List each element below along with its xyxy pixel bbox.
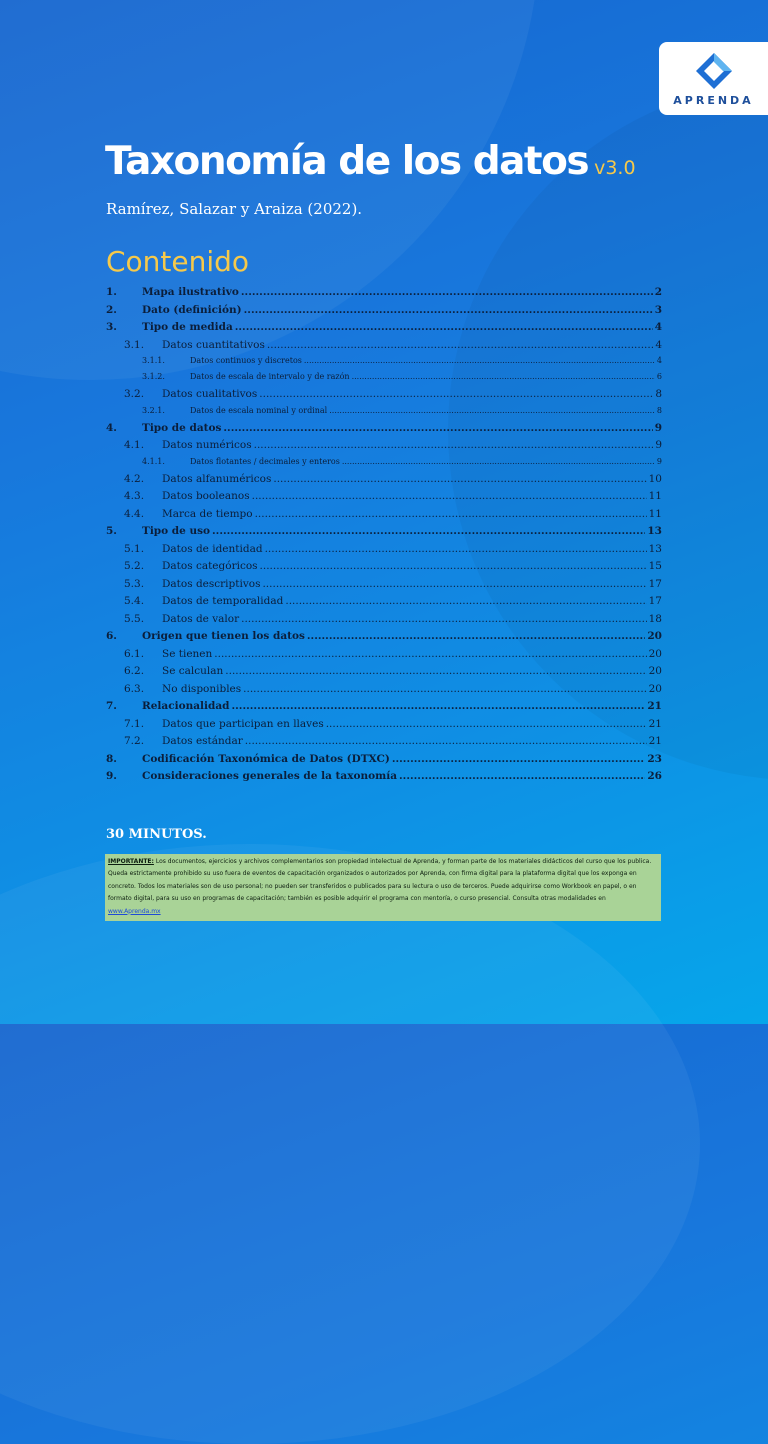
toc-entry[interactable]: [106, 770, 662, 788]
toc-entry[interactable]: [106, 457, 662, 473]
toc-label: Datos de escala de intervalo y de razón: [190, 372, 350, 381]
toc-number: 3.1.: [124, 338, 145, 351]
toc-entry[interactable]: [106, 595, 662, 613]
toc-number: 5.2.: [124, 560, 145, 572]
toc-leader: [329, 406, 655, 415]
toc-label: Codificación Taxonómica de Datos (DTXC): [142, 752, 390, 765]
toc-entry[interactable]: [106, 422, 662, 440]
toc-entry[interactable]: [106, 753, 662, 771]
toc-number: 1.: [106, 286, 117, 298]
toc-label: Mapa ilustrativo: [142, 286, 239, 298]
toc-label: No disponibles: [162, 682, 242, 695]
toc-label: Se tienen: [162, 647, 213, 660]
toc-number: 8.: [106, 752, 117, 765]
toc-label: Datos de escala nominal y ordinal: [190, 405, 328, 415]
toc-leader: [235, 321, 653, 333]
toc-entry[interactable]: [106, 525, 662, 543]
toc-page-number: 21: [648, 717, 662, 730]
toc-entry[interactable]: [106, 388, 662, 406]
background-shape: [0, 844, 700, 1444]
toc-page-number: 4: [656, 356, 662, 365]
toc-label: Datos que participan en llaves: [162, 717, 324, 730]
toc-number: 3.1.2.: [142, 372, 165, 381]
toc-entry[interactable]: [106, 735, 662, 753]
toc-page-number: 2: [654, 286, 662, 298]
toc-leader: [352, 372, 655, 381]
toc-number: 5.5.: [124, 612, 145, 625]
toc-entry[interactable]: [106, 700, 662, 718]
toc-leader: [326, 718, 647, 730]
toc-number: 7.: [106, 700, 117, 712]
toc-page-number: 10: [648, 472, 662, 485]
toc-leader: [273, 473, 646, 485]
toc-entry[interactable]: [106, 439, 662, 457]
toc-page-number: 26: [647, 770, 662, 782]
version-label: v3.0: [594, 157, 636, 179]
toc-entry[interactable]: [106, 356, 662, 372]
toc-label: Datos de identidad: [162, 542, 263, 555]
notice-text: Los documentos, ejercicios y archivos complementarios son propiedad intelectual de Aprenda, y forman parte de los materiales didácticos del curso que los publica. Queda estrictamente prohibido su uso fuera de eventos de capacitación organizados o autorizados por Aprenda, con firma digital para la plataforma digital que los exponga en concreto. Todos los materiales son de uso personal; no pueden ser transferidos o publicados para su lectura o uso de terceros. Puede adquirirse como Workbook en papel, o en formato digital, para su uso en programas de capacitación; también es posible adquirir el programa con mentoría, o curso presencial. Consulta otras modalidades en: [108, 858, 652, 903]
toc-label: Tipo de uso: [142, 525, 211, 537]
toc-leader: [267, 339, 653, 351]
aprenda-logo: [659, 42, 768, 115]
toc-label: Datos alfanuméricos: [162, 472, 272, 485]
toc-label: Consideraciones generales de la taxonomía: [142, 770, 398, 782]
toc-leader: [212, 525, 645, 537]
toc-page-number: 17: [648, 595, 662, 607]
toc-number: 3.2.: [124, 388, 145, 400]
toc-entry[interactable]: [106, 372, 662, 388]
toc-leader: [255, 508, 647, 520]
notice-label: IMPORTANTE:: [108, 858, 154, 865]
toc-leader: [307, 630, 645, 642]
toc-page-number: 18: [648, 612, 662, 625]
toc-leader: [241, 286, 653, 298]
toc-entry[interactable]: [106, 683, 662, 701]
toc-leader: [244, 304, 653, 316]
toc-page-number: 20: [648, 647, 662, 660]
toc-leader: [223, 422, 652, 434]
toc-entry[interactable]: [106, 508, 662, 526]
toc-label: Datos booleanos: [162, 490, 250, 502]
toc-entry[interactable]: [106, 406, 662, 422]
toc-label: Datos de temporalidad: [162, 595, 284, 607]
toc-leader: [260, 560, 647, 572]
toc-entry[interactable]: [106, 339, 662, 357]
toc-number: 5.4.: [124, 595, 145, 607]
toc-number: 6.1.: [124, 647, 145, 660]
toc-leader: [254, 439, 654, 451]
toc-label: Tipo de datos: [142, 421, 222, 434]
toc-entry[interactable]: [106, 543, 662, 561]
toc-page-number: 9: [656, 456, 662, 466]
toc-page-number: 6: [656, 372, 662, 381]
toc-entry[interactable]: [106, 490, 662, 508]
toc-label: Datos numéricos: [162, 439, 252, 451]
toc-entry[interactable]: [106, 321, 662, 339]
toc-label: Dato (definición): [142, 303, 242, 316]
toc-label: Datos flotantes / decimales y enteros: [190, 456, 340, 466]
toc-number: 4.: [106, 421, 117, 434]
toc-entry[interactable]: [106, 578, 662, 596]
toc-page-number: 13: [647, 525, 662, 537]
toc-page-number: 20: [648, 665, 662, 677]
toc-leader: [304, 356, 655, 365]
toc-page-number: 11: [648, 507, 662, 520]
toc-number: 3.1.1.: [142, 356, 165, 365]
toc-label: Datos categóricos: [162, 560, 258, 572]
toc-number: 5.1.: [124, 542, 145, 555]
toc-number: 4.2.: [124, 472, 145, 485]
toc-number: 3.: [106, 321, 117, 333]
toc-entry[interactable]: [106, 648, 662, 666]
toc-leader: [399, 770, 645, 782]
toc-page-number: 17: [648, 577, 662, 590]
toc-number: 4.3.: [124, 490, 145, 502]
toc-label: Datos cuantitativos: [162, 338, 265, 351]
toc-label: Datos de valor: [162, 612, 240, 625]
page-title: [105, 136, 636, 194]
toc-label: Datos cualitativos: [162, 388, 258, 400]
toc-leader: [225, 665, 646, 677]
toc-number: 4.1.1.: [142, 456, 165, 466]
toc-label: Datos continuos y discretos: [190, 356, 302, 365]
table-of-contents: [106, 286, 662, 788]
toc-leader: [241, 613, 647, 625]
toc-number: 5.: [106, 525, 117, 537]
toc-page-number: 9: [655, 439, 662, 451]
toc-leader: [245, 735, 647, 747]
toc-leader: [232, 700, 646, 712]
toc-entry[interactable]: [106, 473, 662, 491]
contents-heading: Contenido: [106, 245, 250, 278]
toc-number: 2.: [106, 303, 117, 316]
toc-number: 7.1.: [124, 717, 145, 730]
toc-entry[interactable]: [106, 718, 662, 736]
toc-leader: [259, 388, 653, 400]
toc-entry[interactable]: [106, 304, 662, 322]
toc-page-number: 23: [647, 752, 662, 765]
toc-entry[interactable]: [106, 286, 662, 304]
toc-page-number: 4: [655, 338, 662, 351]
toc-number: 7.2.: [124, 735, 145, 747]
toc-entry[interactable]: [106, 613, 662, 631]
toc-label: Datos estándar: [162, 735, 243, 747]
logo-text: APRENDA: [673, 93, 754, 107]
toc-page-number: 21: [648, 735, 662, 747]
toc-number: 9.: [106, 770, 117, 782]
toc-label: Se calculan: [162, 665, 224, 677]
toc-number: 5.3.: [124, 577, 145, 590]
authors-line: Ramírez, Salazar y Araiza (2022).: [106, 200, 363, 218]
toc-label: Marca de tiempo: [162, 507, 253, 520]
toc-page-number: 3: [654, 303, 662, 316]
toc-leader: [262, 578, 646, 590]
aprenda-website-link[interactable]: www.Aprenda.mx: [108, 907, 161, 915]
toc-page-number: 21: [647, 700, 662, 712]
toc-number: 6.: [106, 630, 117, 642]
copyright-notice: [105, 854, 661, 921]
toc-page-number: 8: [656, 405, 662, 415]
toc-entry[interactable]: [106, 665, 662, 683]
title-text: Taxonomía de los datos: [105, 139, 589, 184]
toc-leader: [342, 457, 655, 466]
toc-leader: [392, 753, 646, 765]
toc-page-number: 13: [648, 542, 662, 555]
toc-label: Relacionalidad: [142, 700, 230, 712]
toc-page-number: 20: [647, 630, 662, 642]
toc-label: Datos descriptivos: [162, 577, 261, 590]
toc-number: 6.3.: [124, 682, 145, 695]
toc-page-number: 15: [648, 560, 662, 572]
toc-page-number: 8: [655, 388, 662, 400]
duration-label: 30 MINUTOS.: [106, 827, 207, 842]
toc-page-number: 9: [654, 421, 662, 434]
toc-entry[interactable]: [106, 560, 662, 578]
toc-page-number: 20: [648, 682, 662, 695]
toc-leader: [243, 683, 646, 695]
toc-page-number: 11: [648, 490, 662, 502]
toc-entry[interactable]: [106, 630, 662, 648]
toc-number: 4.4.: [124, 507, 145, 520]
diamond-logo-icon: [694, 51, 734, 91]
toc-label: Tipo de medida: [142, 321, 233, 333]
toc-leader: [252, 490, 647, 502]
toc-leader: [214, 648, 646, 660]
toc-number: 4.1.: [124, 439, 145, 451]
toc-label: Origen que tienen los datos: [142, 630, 305, 642]
toc-leader: [265, 543, 647, 555]
toc-leader: [285, 595, 646, 607]
toc-number: 3.2.1.: [142, 405, 165, 415]
toc-number: 6.2.: [124, 665, 145, 677]
toc-page-number: 4: [654, 321, 662, 333]
